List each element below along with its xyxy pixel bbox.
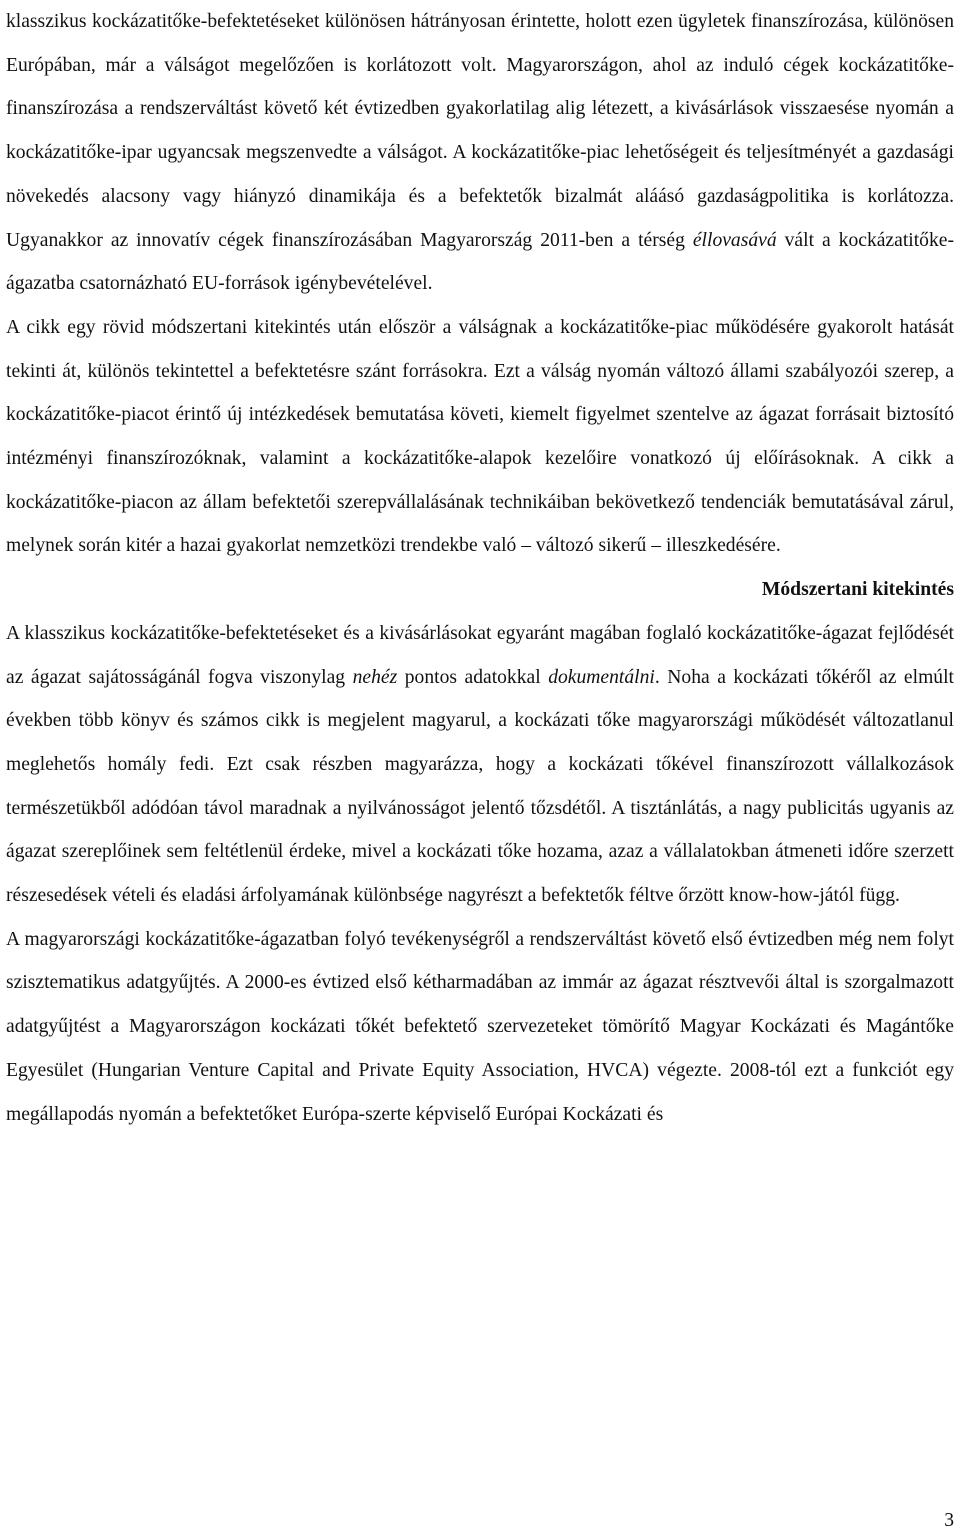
paragraph-methodology-2 [6,918,954,1137]
document-page [6,0,954,1136]
text-segment: klasszikus kockázatitőke-befektetéseket különösen hátrányosan érintette, holott ezen ügyletek finanszírozása, különösen Európában, már a válságot megelőzően is korlátozott volt. Magyarországon, ahol az induló cégek kockázatitőke-finanszírozása a rendszerváltást követő két évtizedben gyakorlatilag alig létezett, a kivásárlások visszaesése nyomán a kockázatitőke-ipar ugyancsak megszenvedte a válságot. A kockázatitőke-piac lehetőségeit és teljesítményét a gazdasági növekedés alacsony vagy hiányzó dinamikája és a befektetők bizalmát aláásó gazdaságpolitika is korlátozza. Ugyanakkor az innovatív cégek finanszírozásában Magyarország 2011-ben a térség [6,11,954,251]
text-segment: A magyarországi kockázatitőke-ágazatban folyó tevékenységről a rendszerváltást követő első évtizedben még nem folyt szisztematikus adatgyűjtés. A 2000-es évtized első kétharmadában az immár az ágazat résztvevői által is szorgalmazott adatgyűjtést a Magyarországon kockázati tőkét befektető szervezeteket tömörítő Magyar Kockázati és Magántőke Egyesület (Hungarian Venture Capital and Private Equity Association, HVCA) végezte. 2008-tól ezt a funkciót egy megállapodás nyomán a befektetőket Európa-szerte képviselő Európai Kockázati és [6,928,954,1125]
page-number: 3 [944,1510,954,1531]
italic-text: nehéz [352,666,398,688]
paragraph-continuation [6,0,954,306]
text-segment: vált a kockázatitőke-ágazatba csatornázható EU-források igénybevételével. [6,229,954,295]
intro-section [6,0,954,568]
text-segment: pontos adatokkal [397,666,549,688]
text-segment: A cikk egy rövid módszertani kitekintés után először a válságnak a kockázatitőke-piac működésére gyakorolt hatását tekinti át, különös tekintettel a befektetésre szánt forrásokra. Ezt a válság nyomán változó állami szabályozói szerep, a kockázatitőke-piacot érintő új intézkedések bemutatása követi, kiemelt figyelmet szentelve az ágazat forrásait biztosító intézményi finanszírozóknak, valamint a kockázatitőke-alapok kezelőire vonatkozó új előírásoknak. A cikk a kockázatitőke-piacon az állam befektetői szerepvállalásának technikáiban bekövetkező tendenciák bemutatásával zárul, melynek során kitér a hazai gyakorlat nemzetközi trendekbe való – változó sikerű – illeszkedésére. [6,316,954,557]
methodology-section [6,612,954,1136]
paragraph-methodology-1 [6,612,954,918]
paragraph-article-overview [6,306,954,568]
italic-text: éllovasává [692,229,777,251]
italic-text: dokumentálni [548,666,655,688]
text-segment: A klasszikus kockázatitőke-befektetéseket és a kivásárlásokat egyaránt magában foglaló kockázatitőke-ágazat fejlődését az ágazat sajátosságánál fogva viszonylag [6,622,954,688]
section-heading: Módszertani kitekintés [761,579,954,601]
text-segment: . Noha a kockázati tőkéről az elmúlt években több könyv és számos cikk is megjelent magyarul, a kockázati tőke magyarországi működését változatlanul meglehetős homály fedi. Ezt csak részben magyarázza, hogy a kockázati tőkével finanszírozott vállalkozások természetükből adódóan távol maradnak a nyilvánosságot jelentő tőzsdétől. A tisztánlátás, a nagy publicitás ugyanis az ágazat szereplőinek sem feltétlenül érdeke, mivel a kockázati tőke hozama, azaz a vállalatokban átmeneti időre szerzett részesedések vételi és eladási árfolyamának különbsége nagyrészt a befektetők féltve őrzött know-how-jától függ. [6,666,954,907]
